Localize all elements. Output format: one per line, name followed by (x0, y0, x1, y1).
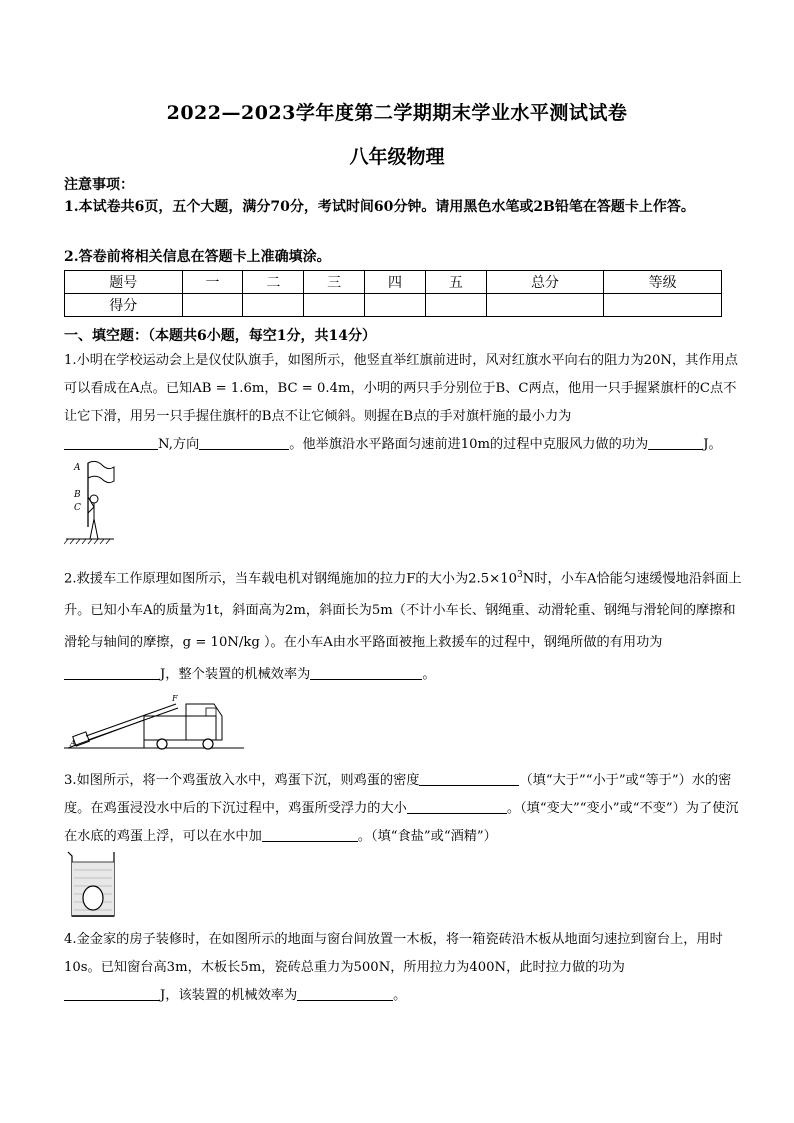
answer-blank[interactable] (648, 435, 703, 450)
section-heading-fill-in: 一、填空题：（本题共6小题，每空1分，共14分） (64, 328, 376, 344)
answer-blank[interactable] (310, 665, 422, 680)
question-text: 。他举旗沿水平路面匀速前进10m的过程中克服风力做的功为 (289, 437, 649, 452)
question-text: J，该装置的机械效率为 (160, 988, 298, 1003)
rescue-truck-figure (64, 692, 244, 756)
question-text: N时，小车A恰能匀速缓慢地沿斜面上升。已知小车A的质量为1t，斜面高为2m，斜面长为5m（不计小车长、钢绳重、动滑轮重、钢绳与滑轮间的摩擦和滑轮与轴间的摩擦，g = 10N/kg ）。在小车A由水平路面被拖上救援车的过程中，钢绳所做的有用功为 (64, 571, 742, 651)
score-blank-cell[interactable] (425, 294, 486, 317)
score-table (64, 270, 722, 317)
score-cell: 等级 (604, 271, 722, 294)
answer-blank[interactable] (199, 435, 289, 450)
question-4 (64, 926, 744, 1010)
question-text: J，整个装置的机械效率为 (160, 667, 311, 683)
question-3 (64, 767, 744, 851)
score-cell: 二 (243, 271, 304, 294)
label-f: F (172, 694, 178, 703)
score-cell: 总分 (486, 271, 604, 294)
answer-blank[interactable] (407, 799, 507, 814)
notice-item-1: 1.本试卷共6页，五个大题，满分70分，考试时间60分钟。请用黑色水笔或2B铅笔在答题卡上作答。 (64, 199, 695, 215)
question-1 (64, 347, 744, 459)
question-text: N,方向 (158, 437, 200, 452)
answer-blank[interactable] (64, 665, 160, 680)
notice-heading: 注意事项： (64, 177, 134, 193)
question-text: 。 (422, 667, 436, 683)
question-2 (64, 559, 744, 691)
question-text: 。 (393, 988, 407, 1003)
score-cell: 五 (425, 271, 486, 294)
question-text: 2.救援车工作原理如图所示，当车载电机对钢绳施加的拉力F的大小为2.5×10 (64, 571, 517, 587)
exponent: 3 (516, 570, 523, 580)
answer-blank[interactable] (262, 827, 358, 842)
answer-blank[interactable] (297, 986, 393, 1001)
score-cell: 三 (304, 271, 365, 294)
notice-item-2: 2.答卷前将相关信息在答题卡上准确填涂。 (64, 249, 331, 265)
score-blank-cell[interactable] (304, 294, 365, 317)
question-text: 3.如图所示，将一个鸡蛋放入水中，鸡蛋下沉，则鸡蛋的密度 (64, 773, 420, 788)
exam-subtitle: 八年级物理 (349, 146, 445, 168)
flag-bearer-figure (64, 457, 124, 547)
score-blank-cell[interactable] (243, 294, 304, 317)
score-cell: 题号 (65, 271, 183, 294)
question-text: 。（填“食盐”或“酒精”） (357, 829, 497, 844)
score-blank-cell[interactable] (182, 294, 243, 317)
score-blank-cell[interactable] (604, 294, 722, 317)
question-text: 4.金金家的房子装修时，在如图所示的地面与窗台间放置一木板，将一箱瓷砖沿木板从地面匀速拉到窗台上，用时10s。已知窗台高3m，木板长5m，瓷砖总重力为500N，所用拉力为400N，此时拉力做的功为 (64, 932, 723, 975)
score-cell: 四 (365, 271, 426, 294)
label-a: A (70, 739, 76, 748)
score-table-header-row (65, 271, 722, 294)
question-text: （填“大于”“小于”或“等于”）水的密度。在鸡蛋浸没水中后的下沉过程中，鸡蛋所受浮力的大小 (64, 773, 732, 816)
score-blank-cell[interactable] (365, 294, 426, 317)
score-row-label: 得分 (65, 294, 183, 317)
answer-blank[interactable] (419, 771, 519, 786)
question-text: 1.小明在学校运动会上是仪仗队旗手，如图所示，他竖直举红旗前进时，风对红旗水平向右的阻力为20N，其作用点可以看成在A点。已知AB = 1.6m，BC = 0.4m，小明的两只手分别位于B、C两点，他用一只手握紧旗杆的C点不让它下滑，用另一只手握住旗杆的B点不让它倾斜。则握在B点的手对旗杆施的最小力为 (64, 353, 738, 424)
score-cell: 一 (182, 271, 243, 294)
exam-title: 2022—2023学年度第二学期期末学业水平测试试卷 (166, 102, 628, 124)
answer-blank[interactable] (64, 435, 158, 450)
label-b: B (74, 490, 81, 500)
egg-beaker-figure (64, 850, 122, 920)
label-a: A (74, 463, 81, 473)
label-c: C (74, 503, 81, 513)
score-table-score-row (65, 294, 722, 317)
answer-blank[interactable] (64, 986, 160, 1001)
question-text: J。 (703, 437, 722, 452)
score-blank-cell[interactable] (486, 294, 604, 317)
question-text: 。（填“变大”“变小”或“不变”）为了使沉在水底的鸡蛋上浮，可以在水中加 (64, 801, 739, 844)
